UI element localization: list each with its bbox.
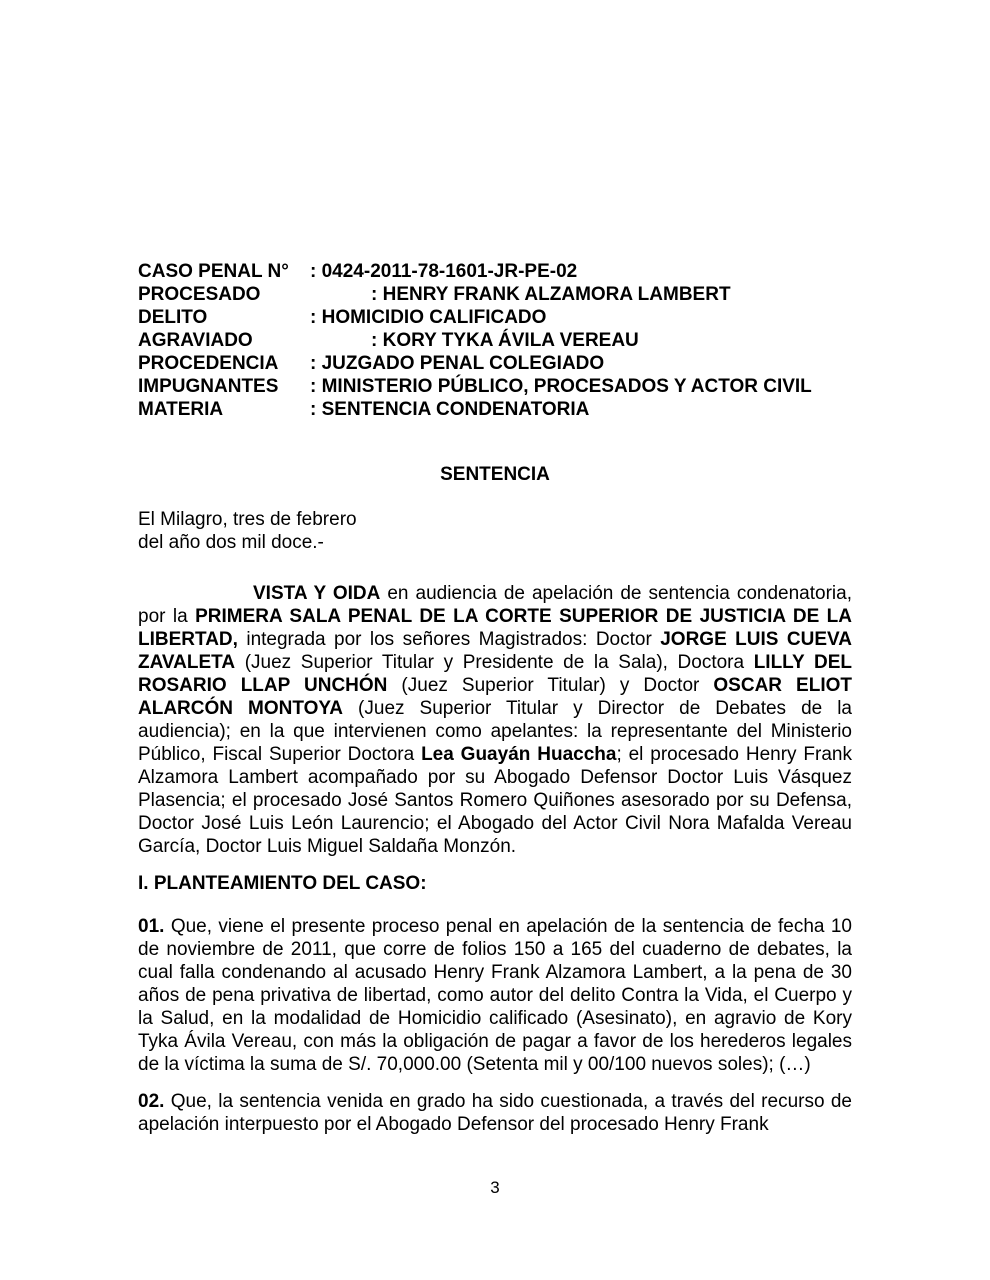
case-field-value: : JUZGADO PENAL COLEGIADO: [310, 353, 605, 374]
page-number: 3: [490, 1178, 500, 1197]
case-field-value: : KORY TYKA ÁVILA VEREAU: [371, 330, 639, 351]
text-run: Lea Guayán Huaccha: [421, 744, 617, 765]
text-run: 02.: [138, 1091, 165, 1112]
opening-paragraph: [138, 582, 852, 858]
case-field-value: : HOMICIDIO CALIFICADO: [310, 307, 547, 328]
case-field-row-delito: [138, 306, 852, 329]
paragraph-02: [138, 1090, 852, 1136]
case-field-row-impugnantes: [138, 375, 852, 398]
case-field-row-materia: [138, 398, 852, 421]
text-run: (Juez Superior Titular y Director de Debates de la audiencia); en la que intervienen como apelantes: la representante del Ministerio Público, Fiscal Superior Doctora: [138, 698, 852, 765]
case-field-label: PROCEDENCIA: [138, 353, 279, 374]
case-field-row-agraviado: [138, 329, 852, 352]
text-run: JORGE LUIS CUEVA ZAVALETA: [138, 629, 852, 673]
case-field-label: DELITO: [138, 307, 208, 328]
text-run: (Juez Superior Titular y Presidente de la Sala), Doctora: [235, 652, 754, 673]
dateline-line1: El Milagro, tres de febrero: [138, 509, 357, 530]
text-run: LILLY DEL ROSARIO LLAP UNCHÓN: [138, 652, 852, 696]
case-field-label: IMPUGNANTES: [138, 376, 279, 397]
text-run: (Juez Superior Titular) y Doctor: [387, 675, 714, 696]
document-title: SENTENCIA: [440, 464, 550, 485]
case-field-value: : 0424-2011-78-1601-JR-PE-02: [310, 261, 578, 282]
dateline-line2: del año dos mil doce.-: [138, 532, 324, 553]
case-field-value: : HENRY FRANK ALZAMORA LAMBERT: [371, 284, 731, 305]
case-field-row-procedencia: [138, 352, 852, 375]
case-field-value: : SENTENCIA CONDENATORIA: [310, 399, 590, 420]
text-run: VISTA Y OIDA: [253, 583, 381, 604]
text-run: Que, viene el presente proceso penal en apelación de la sentencia de fecha 10 de noviembre de 2011, que corre de folios 150 a 165 del cuaderno de debates, la cual falla condenando al acusado Henry Frank Alzamora Lambert, a la pena de 30 años de pena privativa de libertad, como autor del delito Contra la Vida, el Cuerpo y la Salud, en la modalidad de Homicidio calificado (Asesinato), en agravio de Kory Tyka Ávila Vereau, con más la obligación de pagar a favor de los herederos legales de la víctima la suma de S/. 70,000.00 (Setenta mil y 00/100 nuevos soles); (…): [138, 916, 852, 1075]
paragraph-01: [138, 915, 852, 1076]
section-heading-planteamiento: I. PLANTEAMIENTO DEL CASO:: [138, 873, 427, 894]
case-field-label: CASO PENAL N°: [138, 261, 289, 282]
case-field-row-procesado: [138, 283, 852, 306]
case-field-label: PROCESADO: [138, 284, 261, 305]
case-field-row-caso-penal: [138, 260, 852, 283]
text-run: OSCAR ELIOT ALARCÓN MONTOYA: [138, 675, 852, 719]
text-run: Que, la sentencia venida en grado ha sido cuestionada, a través del recurso de apelación interpuesto por el Abogado Defensor del procesado Henry Frank: [138, 1091, 852, 1135]
case-field-label: MATERIA: [138, 399, 224, 420]
text-run: 01.: [138, 916, 165, 937]
dateline: [138, 508, 852, 554]
case-field-label: AGRAVIADO: [138, 330, 253, 351]
text-run: integrada por los señores Magistrados: Doctor: [237, 629, 661, 650]
text-run: en audiencia de apelación de sentencia condenatoria, por la: [138, 583, 852, 627]
case-header: [138, 260, 852, 421]
text-run: PRIMERA SALA PENAL DE LA CORTE SUPERIOR DE JUSTICIA DE LA LIBERTAD,: [138, 606, 852, 650]
case-field-value: : MINISTERIO PÚBLICO, PROCESADOS Y ACTOR CIVIL: [310, 376, 812, 397]
text-run: ; el procesado Henry Frank Alzamora Lambert acompañado por su Abogado Defensor Doctor Luis Vásquez Plasencia; el procesado José Santos Romero Quiñones asesorado por su Defensa, Doctor José Luis León Laurencio; el Abogado del Actor Civil Nora Mafalda Vereau García, Doctor Luis Miguel Saldaña Monzón.: [138, 744, 852, 857]
